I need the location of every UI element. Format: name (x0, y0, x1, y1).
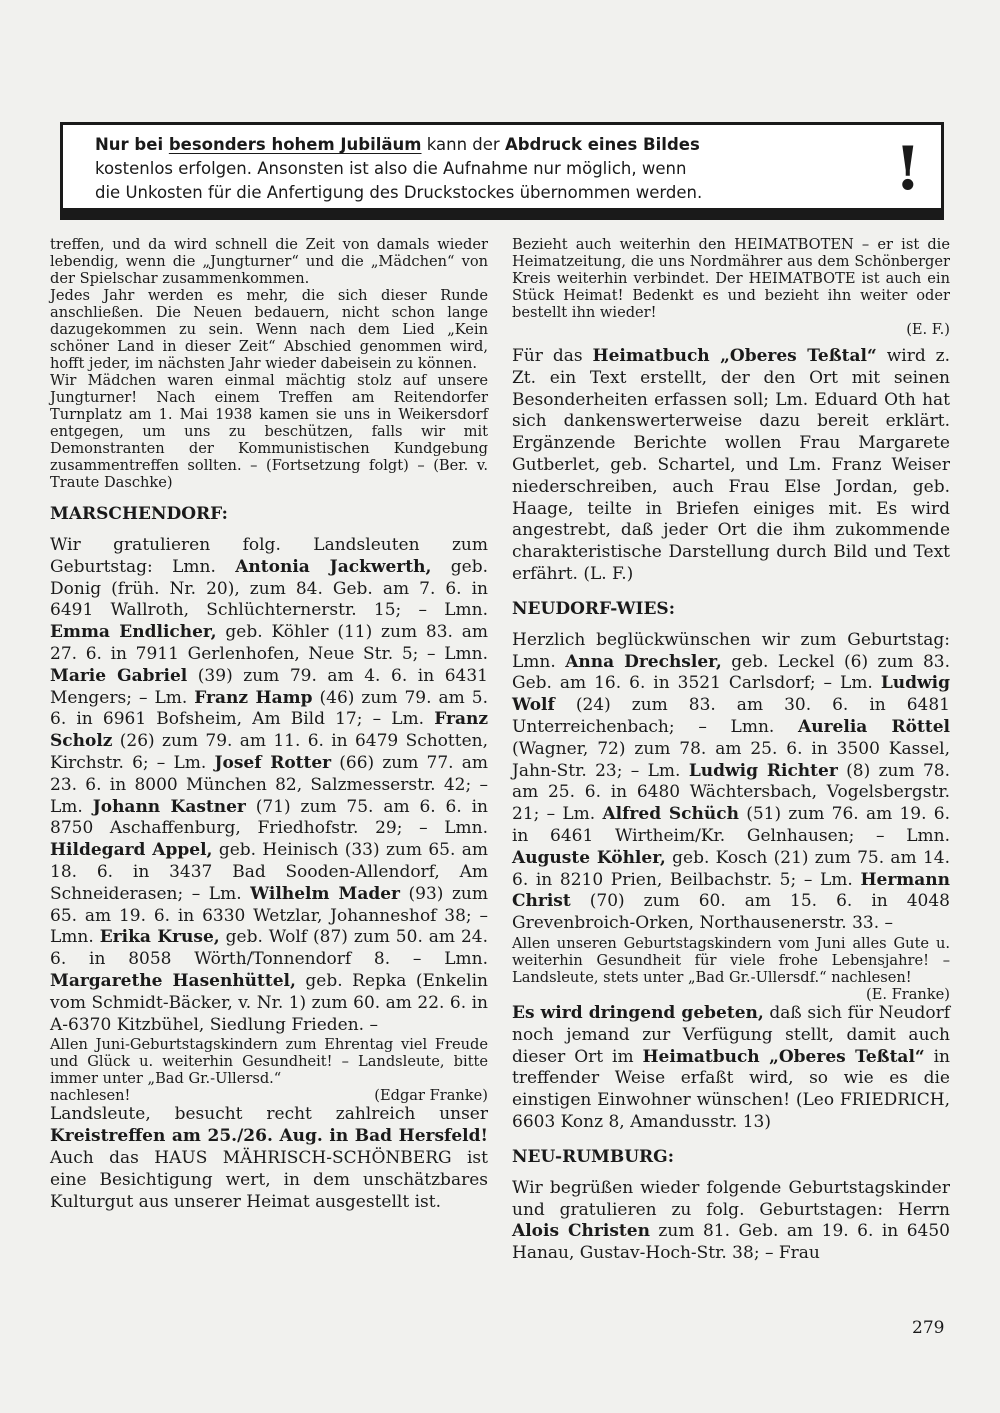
text: daß sich für Neudorf noch jemand zur Verfügung stellt, damit auch dieser Ort im (512, 1002, 951, 1067)
text: (26) zum 79. am 11. 6. in 6479 Schotten, Kirchstr. 6; – Lm. (50, 731, 488, 773)
notice-line-2: kostenlos erfolgen. Ansonsten ist also die Aufnahme nur möglich, wenn (95, 159, 687, 178)
text: geb. Wolf (87) zum 50. am 24. 6. in 8058 Wörth/Tonnendorf 8. – Lmn. (50, 927, 489, 970)
greeting-end: nachlesen! (50, 1087, 131, 1105)
text: wird z. Zt. ein Text erstellt, der den Ort mit seinen Besonderheiten erfassen soll; Lm. Eduard Oth hat sich dankenswerterweise dazu bereit erklärt. Ergänzende Berichte wollen Frau Margarete Gutberlet, geb. Schartel, und Lm. Franz Weiser niederschreiben, auch Frau Else Jordan, geb. Haage, teilte in Briefen einiges mit. Es wird angestrebt, daß jeder Ort die ihm zukommende charakteristische Darstellung durch Bild und Text erfährt. (L. F.) (512, 346, 951, 584)
person-name: Margarethe Hasenhüttel, (50, 970, 296, 991)
heading-neu-rumburg: NEU-RUMBURG: (512, 1146, 674, 1167)
notice-text (95, 133, 895, 205)
person-name: Ludwig Richter (688, 760, 838, 781)
person-name: Erika Kruse, (99, 927, 220, 948)
neu-rumburg-birthdays (512, 1178, 950, 1265)
left-column (50, 236, 488, 1213)
text: Wir gratulieren folg. Landsleuten zum Geburtstag: Lmn. (50, 535, 488, 577)
text: (71) zum 75. am 6. 6. in 8750 Aschaffenburg, Friedhofstr. 29; – Lmn. (50, 796, 489, 839)
text: (93) zum 65. am 19. 6. in 6330 Wetzlar, Johanneshof 38; – Lmn. (50, 883, 488, 948)
heading-neudorf-wies: NEUDORF-WIES: (512, 598, 675, 619)
text: in treffender Weise erfaßt wird, so wie es die einstigen Einwohner wünschen! (Leo FRIEDRICH, 6603 Konz 8, Amandusstr. 13) (512, 1046, 950, 1132)
person-name: Wilhelm Mader (250, 883, 401, 904)
text: geb. Köhler (11) zum 83. am 27. 6. in 7911 Gerlenhofen, Neue Str. 5; – Lmn. (50, 622, 488, 664)
person-name: Johann Kastner (92, 796, 246, 817)
person-name: Josef Rotter (214, 752, 332, 773)
exclamation-mark: ! (894, 134, 921, 204)
kreistreffen-paragraph (50, 1104, 488, 1213)
left-greeting: Allen Juni-Geburtstagskindern zum Ehrentag viel Freude und Glück u. weiterhin Gesundheit! – Landsleute, bitte immer unter „Bad Gr.-Ullersd.“ (50, 1036, 488, 1088)
text: geb. Kosch (21) zum 75. am 14. 6. in 8210 Prien, Beilbachstr. 5; – Lm. (512, 847, 951, 890)
text: (70) zum 60. am 15. 6. in 4048 Grevenbroich-Orken, Northausenerstr. 33. – (512, 891, 950, 934)
notice-bold-start: Nur bei (95, 135, 169, 154)
left-greeting-signature-line (50, 1087, 488, 1104)
text: (46) zum 79. am 5. 6. in 6961 Bofsheim, Am Bild 17; – Lm. (50, 687, 488, 730)
notice-bold-end: Abdruck eines Bildes (504, 135, 700, 154)
notice-line-1 (95, 133, 895, 157)
text: geb. Heinisch (33) zum 65. am 18. 6. in 3437 Bad Sooden-Allendorf, Am Schneiderasen; – Lm. (50, 840, 488, 904)
urgent-highlight: Es wird dringend gebeten, (512, 1002, 764, 1023)
left-paragraph-1: treffen, und da wird schnell die Zeit von damals wieder lebendig, wenn die „Jungturner“ und die „Mädchen“ von der Spielschar zusammenkommen. (50, 236, 488, 287)
right-greeting (512, 934, 950, 1003)
marschendorf-birthdays (50, 535, 488, 1036)
person-name: Ludwig Wolf (512, 673, 950, 716)
notice-text-mid: kann der (421, 135, 505, 154)
greeting-text: Allen unseren Geburtstagskindern vom Juni alles Gute u. weiterhin Gesundheit für viele frohe Lebensjahre! – Landsleute, stets unter „Bad Gr.-Ullersdf.“ nachlesen! (512, 934, 950, 986)
text: zum 81. Geb. am 19. 6. in 6450 Hanau, Gustav-Hoch-Str. 38; – Frau (512, 1221, 950, 1264)
right-signature-1: (E. F.) (906, 321, 950, 338)
right-paragraph-1: Bezieht auch weiterhin den HEIMATBOTEN – er ist die Heimatzeitung, die uns Nordmährer aus dem Schönberger Kreis weiterhin verbindet. Der HEIMATBOTE ist auch ein Stück Heimat! Bedenkt es und bezieht ihn weiter oder bestellt ihn wieder! (512, 236, 950, 321)
text: (39) zum 79. am 4. 6. in 6431 Mengers; – Lm. (50, 665, 488, 708)
text: (24) zum 83. am 30. 6. in 6481 Unterreichenbach; – Lmn. (512, 695, 950, 737)
left-paragraph-3: Wir Mädchen waren einmal mächtig stolz auf unsere Jungturner! Nach einem Treffen am Reitendorfer Turnplatz am 1. Mai 1938 kamen sie uns in Weikersdorf entgegen, um uns zu beschützen, falls wir mit Demonstranten der Kommunistischen Kundgebung zusammentreffen sollten. – (Fortsetzung folgt) – (Ber. v. Traute Daschke) (50, 372, 488, 491)
book-title: Heimatbuch „Oberes Teßtal“ (642, 1046, 925, 1067)
page-number: 279 (912, 1318, 945, 1338)
person-name: Franz Hamp (194, 687, 313, 708)
text: (8) zum 78. am 25. 6. in 6480 Wächtersbach, Vogelsbergstr. 21; – Lm. (512, 760, 950, 825)
text: (66) zum 77. am 23. 6. in 8000 München 82, Salzmesserstr. 42; – Lm. (50, 752, 488, 817)
person-name: Aurelia Röttel (798, 716, 950, 737)
person-name: Franz Scholz (50, 709, 488, 752)
notice-line-3: die Unkosten für die Anfertigung des Druckstockes übernommen werden. (95, 183, 703, 202)
text: geb. Leckel (6) zum 83. Geb. am 16. 6. in 3521 Carlsdorf; – Lm. (512, 651, 951, 694)
signature: (Edgar Franke) (374, 1087, 488, 1105)
person-name: Hildegard Appel, (50, 840, 213, 861)
heading-marschendorf: MARSCHENDORF: (50, 504, 228, 524)
person-name: Hermann Christ (512, 869, 950, 912)
person-name: Auguste Köhler, (512, 847, 666, 868)
person-name: Alois Christen (512, 1221, 650, 1242)
urgent-request-paragraph (512, 1003, 950, 1134)
text: geb. Donig (früh. Nr. 20), zum 84. Geb. am 7. 6. in 6491 Wallroth, Schlüchternerstr. 15; – Lmn. (50, 556, 488, 621)
text: (Wagner, 72) zum 78. am 25. 6. in 3500 Kassel, Jahn-Str. 23; – Lm. (512, 738, 950, 781)
heimatbuch-paragraph (512, 346, 950, 586)
text: geb. Repka (Enkelin vom Schmidt-Bäcker, v. Nr. 1) zum 60. am 22. 6. in A-6370 Kitzbühel, Siedlung Frieden. – (50, 970, 488, 1035)
person-name: Marie Gabriel (50, 665, 188, 686)
text: Herzlich beglückwünschen wir zum Geburtstag: Lmn. (512, 629, 950, 672)
person-name: Alfred Schüch (602, 804, 739, 825)
spacer (512, 338, 950, 346)
event-highlight: Kreistreffen am 25./26. Aug. in Bad Hersfeld! (50, 1126, 488, 1147)
person-name: Emma Endlicher, (50, 622, 217, 643)
text: (51) zum 76. am 19. 6. in 6461 Wirtheim/Kr. Gelnhausen; – Lmn. (512, 804, 950, 846)
text: Wir begrüßen wieder folgende Geburtstagskinder und gratulieren zu folg. Geburtstagen: Herrn (512, 1177, 950, 1220)
person-name: Anna Drechsler, (565, 651, 722, 672)
notice-box (60, 122, 944, 220)
book-title: Heimatbuch „Oberes Teßtal“ (592, 346, 877, 366)
text: Für das (512, 346, 593, 366)
person-name: Antonia Jackwerth, (235, 556, 432, 577)
text: Landsleute, besucht recht zahlreich unser (50, 1104, 488, 1125)
signature: (E. Franke) (866, 985, 950, 1003)
neudorf-birthdays (512, 630, 950, 935)
text: Auch das HAUS MÄHRISCH-SCHÖNBERG ist eine Besichtigung wert, in dem unschätzbares Kulturgut aus unserer Heimat ausgestellt ist. (50, 1147, 488, 1212)
right-column (512, 236, 950, 1265)
notice-underlined: besonders hohem Jubiläum (168, 135, 422, 154)
left-paragraph-2: Jedes Jahr werden es mehr, die sich dieser Runde anschließen. Die Neuen bedauern, nicht schon lange dazugekommen zu sein. Wenn nach dem Lied „Kein schöner Land in dieser Zeit“ Abschied genommen wird, hofft jeder, im nächsten Jahr wieder dabeisein zu können. (50, 287, 488, 372)
